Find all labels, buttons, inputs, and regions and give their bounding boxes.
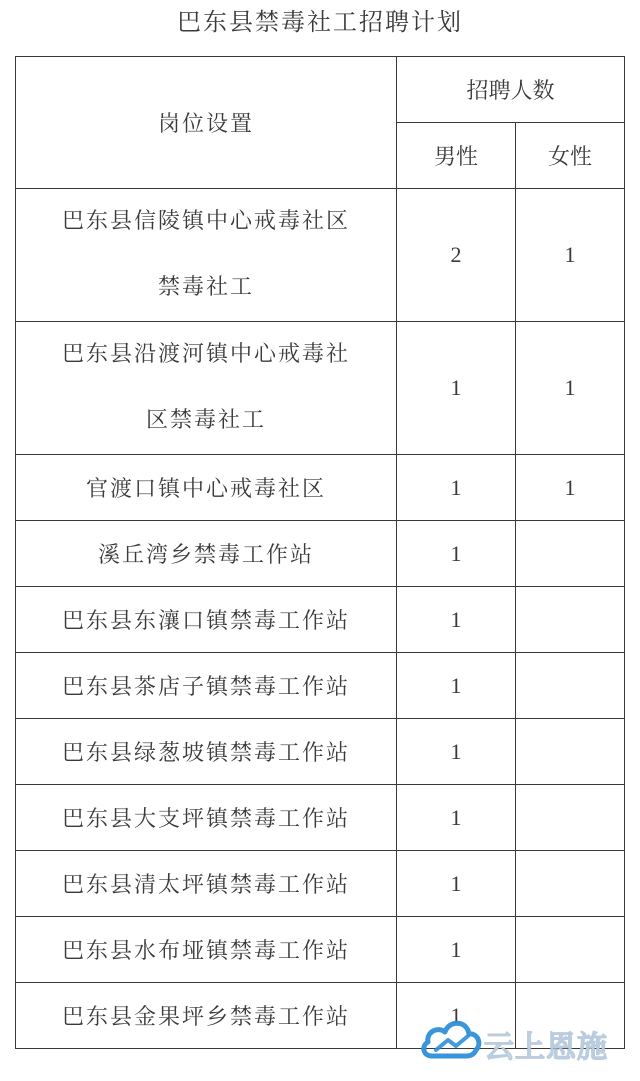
male-count: 2 — [397, 189, 516, 322]
position-line-1: 巴东县沿渡河镇中心戒毒社 — [61, 342, 350, 367]
female-count: 1 — [516, 455, 625, 521]
position-cell: 巴东县金果坪乡禁毒工作站 — [16, 983, 397, 1049]
position-cell — [16, 322, 397, 455]
male-count: 1 — [397, 917, 516, 983]
header-female: 女性 — [516, 123, 625, 189]
recruitment-table — [15, 56, 625, 1049]
table-row — [16, 653, 625, 719]
header-position: 岗位设置 — [16, 57, 397, 189]
female-count: 1 — [516, 189, 625, 322]
male-count: 1 — [397, 983, 516, 1049]
female-count: 1 — [516, 322, 625, 455]
page-title: 巴东县禁毒社工招聘计划 — [177, 8, 463, 36]
table-row — [16, 587, 625, 653]
table-row — [16, 189, 625, 322]
position-line-2: 区禁毒社工 — [145, 408, 266, 433]
female-count — [516, 587, 625, 653]
table-row — [16, 785, 625, 851]
position-cell: 巴东县水布垭镇禁毒工作站 — [16, 917, 397, 983]
table-row — [16, 521, 625, 587]
table-row — [16, 917, 625, 983]
watermark — [418, 1010, 640, 1070]
position-cell: 巴东县茶店子镇禁毒工作站 — [16, 653, 397, 719]
female-count — [516, 719, 625, 785]
table-row — [16, 851, 625, 917]
male-count: 1 — [397, 322, 516, 455]
position-cell: 溪丘湾乡禁毒工作站 — [16, 521, 397, 587]
header-recruit-count: 招聘人数 — [397, 57, 625, 123]
male-count: 1 — [397, 521, 516, 587]
male-count: 1 — [397, 851, 516, 917]
watermark-text: 云上恩施 — [484, 1030, 608, 1065]
male-count: 1 — [397, 455, 516, 521]
female-count — [516, 917, 625, 983]
female-count — [516, 785, 625, 851]
table-row — [16, 455, 625, 521]
female-count — [516, 851, 625, 917]
position-cell — [16, 189, 397, 322]
position-cell: 巴东县大支坪镇禁毒工作站 — [16, 785, 397, 851]
cloud-icon — [418, 1010, 488, 1070]
table-row — [16, 322, 625, 455]
position-cell: 官渡口镇中心戒毒社区 — [16, 455, 397, 521]
female-count — [516, 521, 625, 587]
position-line-1: 巴东县信陵镇中心戒毒社区 — [61, 209, 350, 234]
female-count — [516, 653, 625, 719]
position-cell: 巴东县东瀼口镇禁毒工作站 — [16, 587, 397, 653]
header-male: 男性 — [397, 123, 516, 189]
position-line-2: 禁毒社工 — [157, 275, 254, 300]
male-count: 1 — [397, 785, 516, 851]
table-row — [16, 719, 625, 785]
position-cell: 巴东县绿葱坡镇禁毒工作站 — [16, 719, 397, 785]
position-cell: 巴东县清太坪镇禁毒工作站 — [16, 851, 397, 917]
male-count: 1 — [397, 653, 516, 719]
male-count: 1 — [397, 719, 516, 785]
male-count: 1 — [397, 587, 516, 653]
